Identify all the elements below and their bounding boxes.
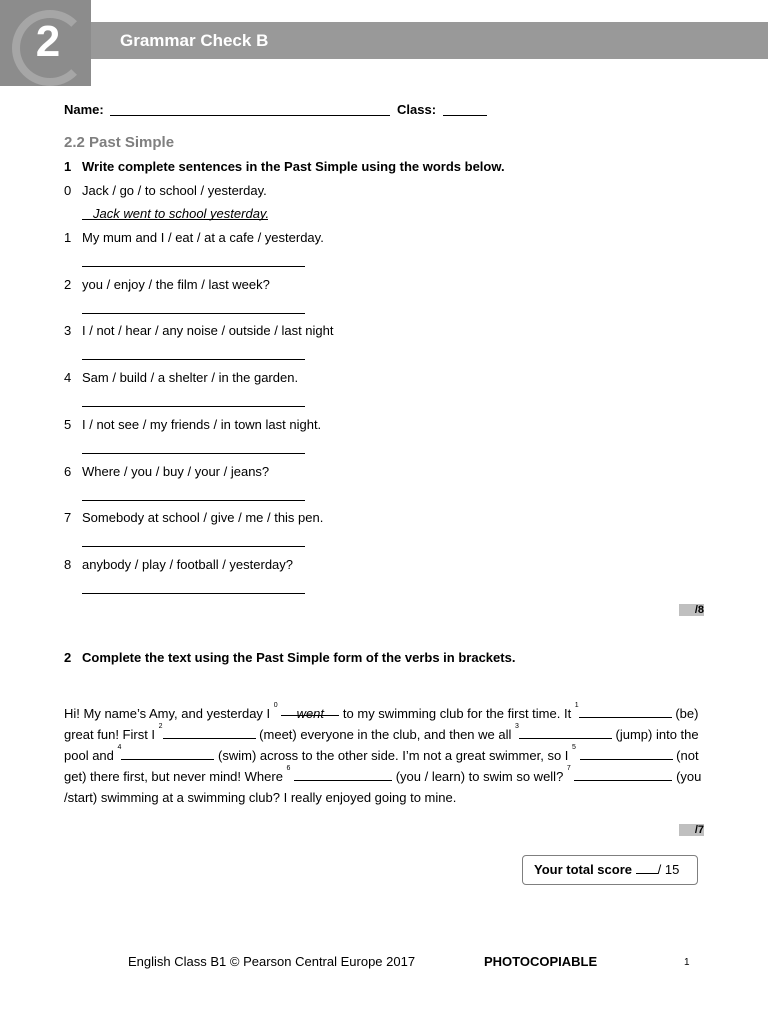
item-prompt: My mum and I / eat / at a cafe / yesterday. [82, 230, 324, 245]
gap-number: 6 [286, 765, 291, 772]
gap-number: 4 [117, 744, 122, 751]
total-score-box [522, 855, 698, 885]
item-number: 8 [64, 556, 72, 572]
total-score-value: / 15 [657, 862, 680, 877]
answer-line[interactable] [82, 266, 305, 267]
gap-number: 2 [158, 723, 163, 730]
answer-line[interactable] [82, 500, 305, 501]
unit-number-badge [0, 0, 91, 86]
text-segment: (you / learn) to swim so well? [392, 769, 567, 784]
item-prompt: Somebody at school / give / me / this pen. [82, 510, 324, 526]
item-prompt: anybody / play / football / yesterday? [82, 556, 294, 572]
gap-4[interactable] [121, 747, 214, 760]
example-prompt: Jack / go / to school / yesterday. [82, 183, 267, 198]
text-segment: (be) [671, 706, 699, 721]
text-line-5 [64, 787, 714, 808]
text-segment: to my swimming club for the first time. It [339, 706, 575, 721]
example-number: 0 [64, 183, 72, 198]
answer-line[interactable] [82, 593, 305, 594]
gap-7[interactable] [574, 768, 672, 781]
class-field[interactable] [443, 115, 487, 116]
item-number: 4 [64, 370, 72, 386]
item-number: 3 [64, 323, 72, 339]
text-segment: (swim) across to the other side. I’m not a great swimmer, so I [214, 748, 573, 763]
total-score-label: Your total score [534, 862, 633, 877]
item-number: 7 [64, 510, 72, 526]
item-number: 6 [64, 463, 72, 479]
gap-number: 7 [566, 765, 571, 772]
text-segment: (meet) everyone in the club, and then we all [255, 727, 515, 742]
gap-2[interactable] [163, 726, 256, 739]
text-line-3 [64, 745, 714, 766]
text-segment: pool and [64, 748, 118, 763]
item-number: 1 [64, 230, 72, 245]
exercise2-score: /7 [679, 824, 704, 836]
gap-5[interactable] [580, 747, 673, 760]
item-number: 2 [64, 276, 72, 292]
answer-line[interactable] [82, 453, 305, 454]
footer-photocopiable: PHOTOCOPIABLE [484, 954, 598, 969]
item-prompt: Sam / build / a shelter / in the garden. [82, 370, 299, 386]
example-gap: went [281, 703, 339, 716]
answer-line[interactable] [82, 359, 305, 360]
text-segment: get) there first, but never mind! Where [64, 769, 287, 784]
exercise2-number: 2 [64, 650, 72, 665]
class-label: Class: [397, 102, 437, 117]
item-prompt: you / enjoy / the film / last week? [82, 276, 270, 292]
item-prompt: Where / you / buy / your / jeans? [82, 463, 270, 479]
text-line-1 [64, 703, 714, 724]
example-answer: Jack went to school yesterday. [93, 206, 270, 221]
gap-number: 3 [515, 723, 519, 730]
exercise1-score: /8 [679, 604, 704, 616]
text-segment: (not [672, 748, 699, 763]
answer-line[interactable] [82, 546, 305, 547]
footer-copyright: English Class B1 © Pearson Central Europe 2017 [128, 954, 416, 969]
exercise1-number: 1 [64, 159, 72, 174]
exercise1-instruction: Write complete sentences in the Past Simple using the words below. [82, 159, 505, 174]
answer-line[interactable] [82, 313, 305, 314]
text-segment: (jump) into the [611, 727, 699, 742]
answer-line[interactable] [82, 406, 305, 407]
exercise2-instruction: Complete the text using the Past Simple form of the verbs in brackets. [82, 650, 516, 665]
gap-number: 0 [273, 702, 278, 709]
header-bar [91, 22, 768, 59]
exercise2-text [64, 703, 714, 808]
text-segment: Hi! My name’s Amy, and yesterday I [64, 706, 274, 721]
text-segment: great fun! First I [64, 727, 159, 742]
total-score-field[interactable] [636, 861, 658, 874]
unit-number: 2 [35, 17, 61, 66]
section-title: 2.2 Past Simple [64, 134, 175, 151]
text-segment: (you [672, 769, 702, 784]
text-line-4 [64, 766, 714, 787]
gap-6[interactable] [294, 768, 392, 781]
item-number: 5 [64, 416, 72, 432]
item-prompt: I / not / hear / any noise / outside / last night [82, 323, 334, 339]
name-label: Name: [64, 102, 104, 117]
page-number: 1 [684, 957, 690, 968]
gap-number: 1 [574, 702, 579, 709]
item-prompt: I / not see / my friends / in town last night. [82, 416, 322, 432]
gap-1[interactable] [579, 705, 672, 718]
text-line-2 [64, 724, 714, 745]
gap-3[interactable] [519, 726, 612, 739]
text-segment: /start) swimming at a swimming club? I really enjoyed going to mine. [64, 790, 457, 805]
name-field[interactable] [110, 115, 390, 116]
gap-number: 5 [572, 744, 576, 751]
page-title: Grammar Check B [120, 31, 269, 50]
